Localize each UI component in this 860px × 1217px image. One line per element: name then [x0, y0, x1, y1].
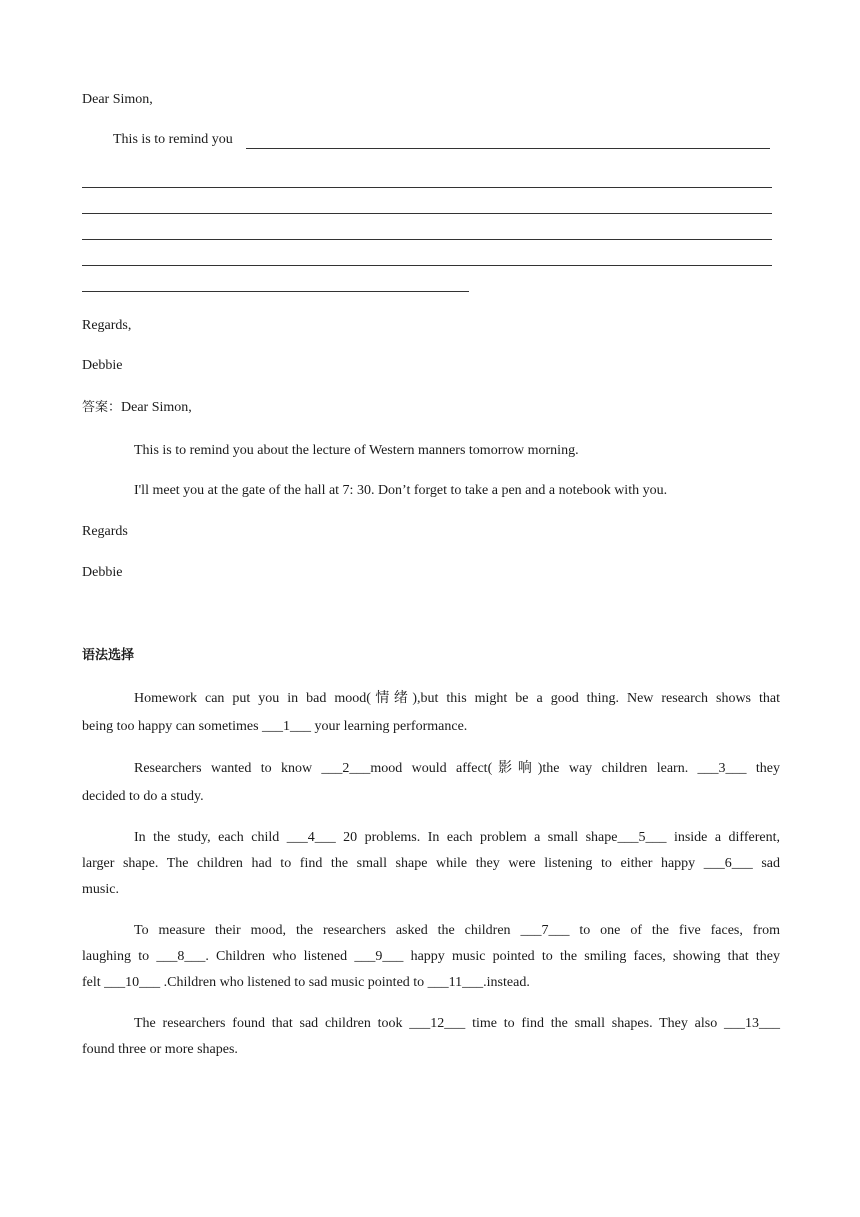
- passage-line: To measure their mood, the researchers asked the children ___7___ to one of the five faces, from: [134, 923, 780, 938]
- letter-closing: Regards,: [82, 318, 132, 333]
- answer-line-1: This is to remind you about the lecture of Western manners tomorrow morning.: [134, 443, 579, 458]
- blank-line: [246, 148, 770, 149]
- blank-line: [82, 239, 772, 240]
- passage-line: found three or more shapes.: [82, 1042, 238, 1057]
- passage-line: music.: [82, 882, 119, 897]
- answer-heading: [82, 399, 192, 417]
- answer-line-2: I'll meet you at the gate of the hall at 7: 30. Don’t forget to take a pen and a notebook with you.: [134, 483, 668, 498]
- passage-line: The researchers found that sad children took ___12___ time to find the small shapes. They also ___13___: [134, 1016, 780, 1031]
- passage-line: decided to do a study.: [82, 789, 204, 804]
- passage-line: felt ___10___ .Children who listened to sad music pointed to ___11___.instead.: [82, 975, 530, 990]
- section-title: 语法选择: [82, 648, 135, 663]
- letter-opening: This is to remind you: [113, 132, 233, 147]
- blank-line: [82, 213, 772, 214]
- blank-line: [82, 291, 469, 292]
- letter-greeting: Dear Simon,: [82, 92, 153, 107]
- answer-greeting: Dear Simon,: [121, 400, 192, 415]
- passage-line: larger shape. The children had to find the small shape while they were listening to either happy ___6___ sad: [82, 856, 780, 871]
- blank-line: [82, 187, 772, 188]
- passage-line: being too happy can sometimes ___1___ your learning performance.: [82, 719, 468, 734]
- answer-label: 答案：: [82, 400, 122, 415]
- passage-line: laughing to ___8___. Children who listened ___9___ happy music pointed to the smiling faces, showing that they: [82, 949, 780, 964]
- letter-signature: Debbie: [82, 358, 123, 373]
- passage-line: In the study, each child ___4___ 20 problems. In each problem a small shape___5___ inside a different,: [134, 830, 780, 845]
- passage-line: Homework can put you in bad mood(情绪),but this might be a good thing. New research shows that: [134, 691, 780, 706]
- answer-signature: Debbie: [82, 565, 123, 580]
- passage-line: Researchers wanted to know ___2___mood would affect(影响)the way children learn. ___3___ they: [134, 761, 780, 776]
- blank-line: [82, 265, 772, 266]
- answer-closing: Regards: [82, 524, 128, 539]
